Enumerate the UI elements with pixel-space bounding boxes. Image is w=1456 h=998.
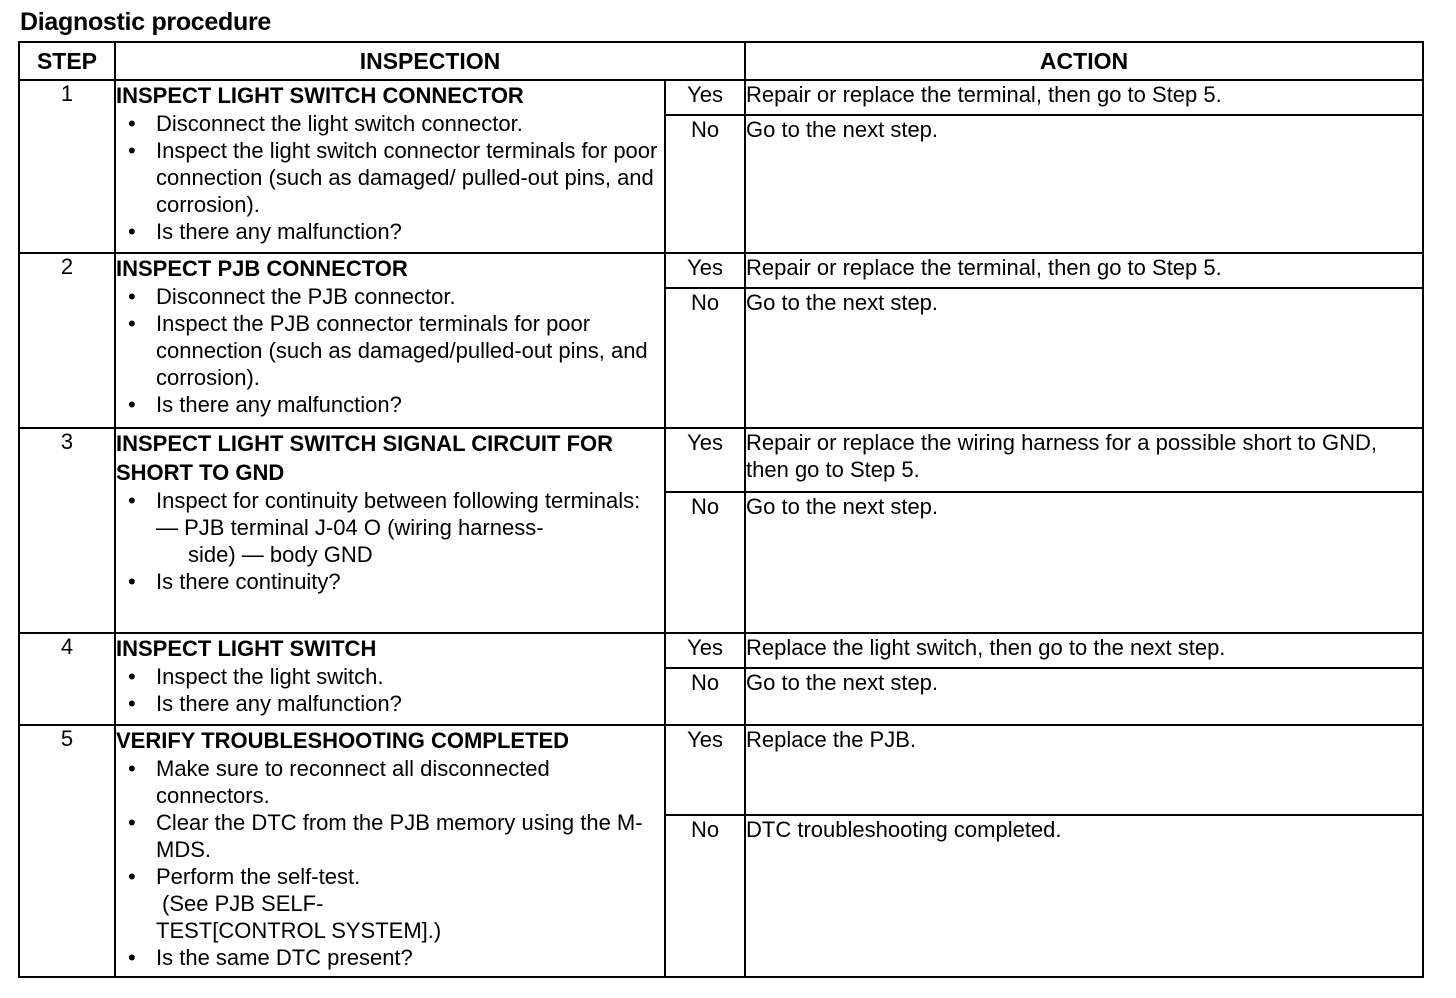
inspection-bullet: • Inspect the light switch connector terminals for poor connection (such as damaged/ pulled-out pins, and corrosion). — [116, 137, 664, 218]
no-label: No — [665, 115, 745, 253]
inspection-title: INSPECT PJB CONNECTOR — [116, 256, 408, 281]
inspection-title: VERIFY TROUBLESHOOTING COMPLETED — [116, 728, 570, 753]
inspection-bullet: • Perform the self-test. — [116, 863, 664, 890]
step-number: 2 — [19, 253, 115, 428]
step-row — [19, 633, 1423, 668]
header-row — [19, 42, 1423, 80]
yes-action: Replace the PJB. — [745, 725, 1423, 815]
inspection-title: INSPECT LIGHT SWITCH SIGNAL CIRCUIT FOR SHORT TO GND — [116, 431, 614, 485]
yes-action: Repair or replace the wiring harness for a possible short to GND, then go to Step 5. — [745, 428, 1423, 492]
inspection-cell — [115, 80, 665, 253]
inspection-bullet: • Disconnect the PJB connector. — [116, 283, 664, 310]
header-step: STEP — [19, 42, 115, 80]
no-label: No — [665, 815, 745, 977]
no-action: DTC troubleshooting completed. — [745, 815, 1423, 977]
inspection-bullet: • Inspect the PJB connector terminals for poor connection (such as damaged/pulled-out pins, and corrosion). — [116, 310, 664, 391]
inspection-title: INSPECT LIGHT SWITCH CONNECTOR — [116, 83, 524, 108]
reference-note: (See PJB SELF- — [162, 891, 324, 916]
inspection-cell — [115, 253, 665, 428]
header-inspection: INSPECTION — [115, 42, 745, 80]
inspection-bullet: • Is there any malfunction? — [116, 391, 664, 418]
inspection-bullet: • Is the same DTC present? — [116, 944, 664, 971]
no-action: Go to the next step. — [745, 492, 1423, 633]
no-label: No — [665, 288, 745, 428]
inspection-cell — [115, 633, 665, 725]
no-action: Go to the next step. — [745, 288, 1423, 428]
page-title: Diagnostic procedure — [20, 8, 271, 36]
yes-label: Yes — [665, 428, 745, 492]
inspection-bullet: • Make sure to reconnect all disconnected connectors. — [116, 755, 664, 809]
reference-note: TEST[CONTROL SYSTEM].) — [156, 918, 442, 943]
inspection-cell — [115, 725, 665, 977]
inspection-bullet: • Is there any malfunction? — [116, 218, 664, 245]
inspection-bullet: • Inspect the light switch. — [116, 663, 664, 690]
yes-action: Repair or replace the terminal, then go to Step 5. — [745, 253, 1423, 288]
terminal-pair-line: — PJB terminal J-04 O (wiring harness- — [156, 515, 544, 540]
inspection-bullet: • Inspect for continuity between following terminals: — [116, 487, 664, 514]
yes-action: Repair or replace the terminal, then go to Step 5. — [745, 80, 1423, 115]
step-number: 4 — [19, 633, 115, 725]
header-action: ACTION — [745, 42, 1423, 80]
yes-label: Yes — [665, 725, 745, 815]
no-label: No — [665, 668, 745, 725]
no-action: Go to the next step. — [745, 115, 1423, 253]
step-row — [19, 80, 1423, 115]
step-row — [19, 253, 1423, 288]
yes-action: Replace the light switch, then go to the next step. — [745, 633, 1423, 668]
step-number: 3 — [19, 428, 115, 633]
inspection-bullet: • Disconnect the light switch connector. — [116, 110, 664, 137]
diagnostic-table — [18, 41, 1424, 978]
step-row — [19, 428, 1423, 492]
inspection-bullet: • Is there continuity? — [116, 568, 664, 595]
terminal-pair-line: side) — body GND — [188, 542, 373, 567]
no-label: No — [665, 492, 745, 633]
step-number: 5 — [19, 725, 115, 977]
inspection-title: INSPECT LIGHT SWITCH — [116, 636, 377, 661]
no-action: Go to the next step. — [745, 668, 1423, 725]
inspection-cell — [115, 428, 665, 633]
step-number: 1 — [19, 80, 115, 253]
yes-label: Yes — [665, 80, 745, 115]
yes-label: Yes — [665, 253, 745, 288]
inspection-bullet: • Clear the DTC from the PJB memory using the M-MDS. — [116, 809, 664, 863]
step-row — [19, 725, 1423, 815]
yes-label: Yes — [665, 633, 745, 668]
inspection-bullet: • Is there any malfunction? — [116, 690, 664, 717]
